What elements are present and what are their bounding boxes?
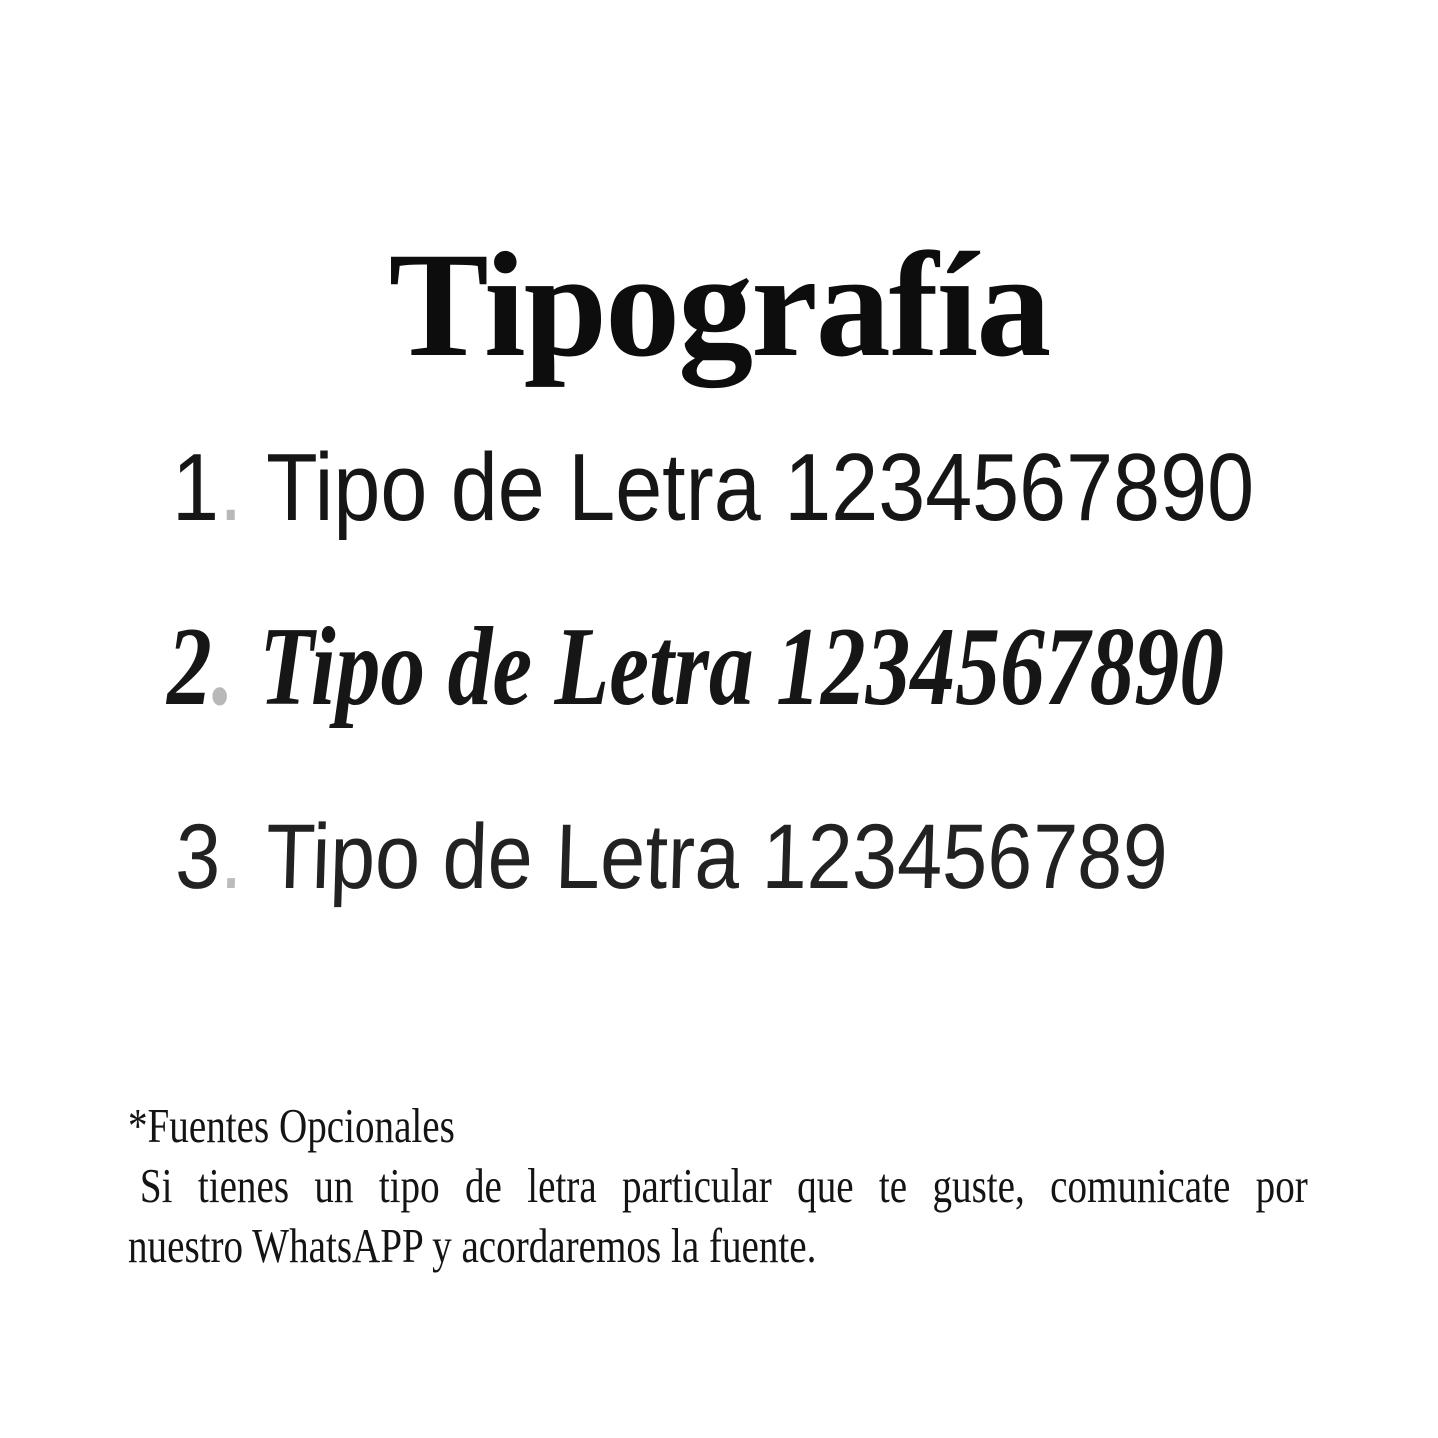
footer (128, 1096, 1308, 1276)
sample-3-separator: . (219, 806, 245, 908)
font-sample-row-3 (174, 806, 1170, 908)
footer-paragraph-line-1: Si tienes un tipo de letra particular que te guste, comunicate por (139, 1159, 1308, 1213)
footer-paragraph-line-2: nuestro WhatsAPP y acordaremos la fuente. (128, 1218, 817, 1273)
sample-1-text: Tipo de Letra 1234567890 (266, 434, 1255, 541)
sample-1-separator: . (218, 434, 243, 541)
footer-note: *Fuentes Opcionales (128, 1099, 455, 1153)
font-sample-row-1 (172, 434, 1255, 541)
sample-3-text: Tipo de Letra 123456789 (264, 806, 1170, 908)
sample-2-text: Tipo de Letra 1234567890 (259, 605, 1225, 729)
font-sample-row-2 (167, 605, 1225, 729)
page-title: Tipografía (388, 221, 1050, 388)
sample-1-number: 1 (172, 434, 219, 541)
sample-2-separator: . (211, 605, 235, 729)
sample-3-number: 3 (174, 806, 223, 908)
sample-2-number: 2 (167, 605, 212, 729)
